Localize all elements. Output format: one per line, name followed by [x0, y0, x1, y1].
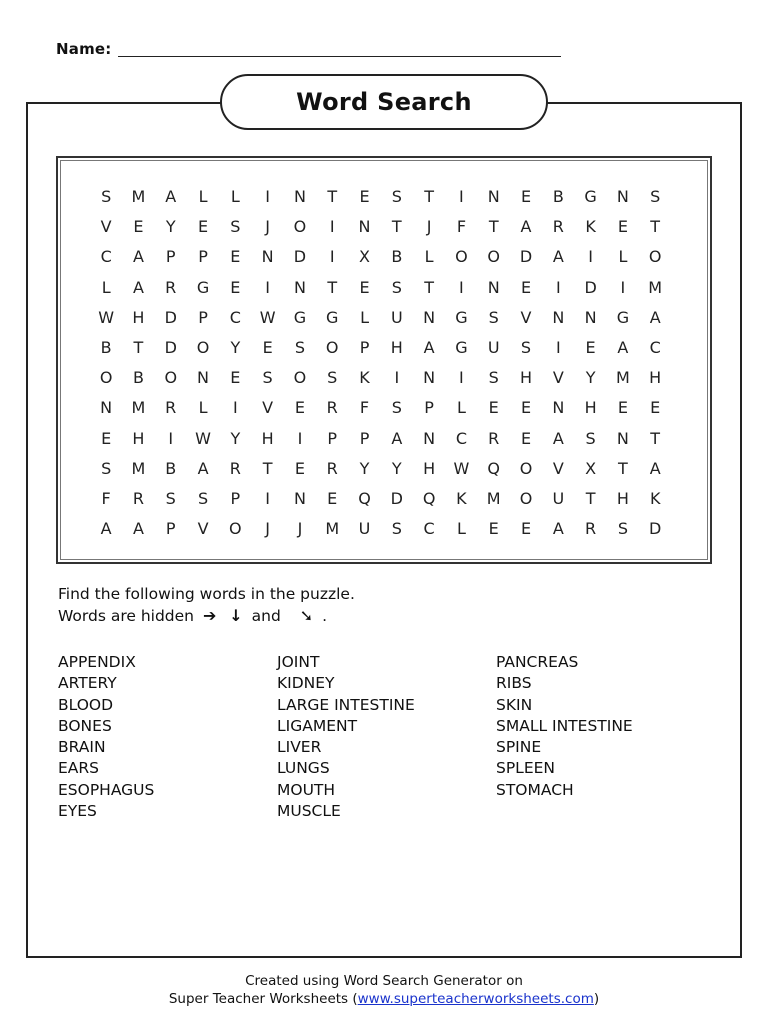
word-item: LUNGS: [277, 759, 330, 778]
grid-letter[interactable]: W: [98, 307, 115, 327]
grid-letter[interactable]: E: [262, 337, 273, 357]
grid-letter[interactable]: S: [262, 368, 273, 388]
grid-letter[interactable]: J: [265, 519, 270, 539]
word-item: LIVER: [277, 738, 322, 757]
grid-letter[interactable]: M: [131, 398, 146, 418]
grid-letter[interactable]: R: [585, 519, 597, 539]
grid-letter[interactable]: P: [230, 488, 241, 508]
grid-letter[interactable]: Q: [358, 488, 371, 508]
arrow-right-icon: ➔: [202, 606, 217, 625]
grid-letter[interactable]: M: [486, 488, 501, 508]
grid-letter[interactable]: U: [390, 307, 403, 327]
grid-letter[interactable]: H: [132, 307, 145, 327]
instructions-line-2: [58, 605, 355, 627]
word-item: SMALL INTESTINE: [496, 716, 633, 735]
grid-letter[interactable]: S: [101, 187, 112, 206]
word-column: [58, 652, 277, 822]
grid-letter[interactable]: E: [197, 217, 209, 237]
word-item: MUSCLE: [277, 802, 341, 821]
grid-letter[interactable]: H: [584, 398, 597, 418]
grid-letter[interactable]: N: [197, 368, 210, 388]
grid-letter[interactable]: A: [391, 428, 403, 448]
grid-letter[interactable]: T: [327, 277, 338, 297]
page-title: Word Search: [296, 88, 472, 116]
grid-letter[interactable]: C: [100, 247, 112, 267]
grid-letter[interactable]: I: [329, 247, 335, 267]
grid-letter[interactable]: S: [327, 368, 338, 388]
grid-letter[interactable]: L: [101, 277, 111, 297]
grid-letter[interactable]: Y: [391, 458, 402, 478]
grid-letter[interactable]: I: [168, 428, 174, 448]
grid-letter[interactable]: O: [519, 458, 533, 478]
grid-letter[interactable]: B: [165, 458, 177, 478]
grid-letter[interactable]: E: [617, 217, 628, 237]
grid-letter[interactable]: V: [552, 368, 564, 388]
grid-letter[interactable]: E: [488, 398, 499, 418]
instructions-prefix: Words are hidden: [58, 607, 195, 625]
grid-letter[interactable]: T: [262, 458, 273, 478]
grid-letter[interactable]: U: [487, 337, 500, 357]
grid-letter[interactable]: T: [650, 217, 661, 237]
word-item: KIDNEY: [277, 674, 335, 693]
grid-letter[interactable]: K: [649, 488, 661, 508]
word-item: SKIN: [496, 695, 533, 714]
grid-letter[interactable]: B: [552, 187, 564, 206]
grid-letter[interactable]: E: [520, 428, 532, 448]
grid-letter[interactable]: V: [100, 217, 112, 237]
grid-letter[interactable]: E: [230, 247, 241, 267]
grid-letter[interactable]: B: [132, 368, 144, 388]
grid-letter[interactable]: I: [588, 247, 593, 267]
grid-letter[interactable]: T: [391, 217, 402, 237]
grid-letter[interactable]: S: [391, 187, 402, 206]
grid-letter[interactable]: T: [618, 458, 628, 478]
word-item: PANCREAS: [496, 653, 579, 671]
name-field: [56, 38, 566, 62]
grid-letter[interactable]: R: [132, 488, 144, 508]
letter-grid: [90, 184, 671, 546]
grid-letter[interactable]: P: [198, 247, 208, 267]
grid-letter[interactable]: S: [617, 519, 628, 539]
instructions-period: .: [322, 607, 328, 625]
grid-letter[interactable]: R: [229, 458, 241, 478]
grid-letter[interactable]: O: [325, 337, 339, 357]
grid-letter[interactable]: N: [293, 277, 306, 297]
grid-letter[interactable]: D: [293, 247, 307, 267]
grid-letter[interactable]: U: [552, 488, 565, 508]
grid-letter[interactable]: G: [196, 277, 210, 297]
grid-letter[interactable]: N: [423, 428, 436, 448]
grid-letter[interactable]: A: [132, 519, 144, 539]
grid-letter[interactable]: R: [488, 428, 500, 448]
grid-letter[interactable]: D: [649, 519, 662, 539]
grid-letter[interactable]: R: [165, 277, 177, 297]
grid-letter[interactable]: S: [488, 307, 499, 327]
grid-letter[interactable]: R: [326, 398, 338, 418]
grid-letter[interactable]: Y: [585, 368, 596, 388]
grid-letter[interactable]: I: [394, 368, 400, 388]
grid-letter[interactable]: O: [519, 488, 533, 508]
grid-letter[interactable]: M: [615, 368, 630, 388]
grid-letter[interactable]: A: [649, 307, 661, 327]
grid-letter[interactable]: N: [358, 217, 371, 237]
word-item: SPINE: [496, 738, 542, 757]
word-item: STOMACH: [496, 780, 574, 799]
word-column: [277, 652, 496, 822]
grid-letter[interactable]: V: [262, 398, 274, 418]
word-item: BLOOD: [58, 695, 114, 714]
grid-letter[interactable]: T: [424, 187, 434, 206]
grid-letter[interactable]: E: [101, 428, 112, 448]
word-item: JOINT: [277, 653, 320, 671]
grid-letter[interactable]: N: [261, 247, 274, 267]
instructions: [58, 584, 355, 627]
grid-letter[interactable]: J: [265, 217, 270, 237]
footer-prefix: Super Teacher Worksheets (: [168, 991, 358, 1007]
grid-letter[interactable]: T: [585, 488, 596, 508]
name-underline[interactable]: [118, 56, 561, 57]
grid-letter[interactable]: A: [552, 247, 564, 267]
grid-letter[interactable]: I: [459, 368, 464, 388]
grid-letter[interactable]: H: [616, 488, 629, 508]
grid-letter[interactable]: J: [297, 519, 303, 539]
word-item: SPLEEN: [496, 759, 556, 778]
grid-letter[interactable]: F: [359, 398, 370, 418]
grid-letter[interactable]: N: [552, 398, 565, 418]
grid-letter[interactable]: O: [487, 247, 500, 267]
grid-letter[interactable]: C: [423, 519, 435, 539]
grid-letter[interactable]: H: [519, 368, 533, 388]
grid-letter[interactable]: R: [326, 458, 338, 478]
grid-letter[interactable]: J: [426, 217, 432, 237]
grid-letter[interactable]: I: [297, 428, 303, 448]
grid-letter[interactable]: G: [455, 307, 468, 327]
grid-letter[interactable]: S: [585, 428, 596, 448]
grid-letter[interactable]: T: [488, 217, 499, 237]
grid-letter[interactable]: A: [520, 217, 532, 237]
grid-letter[interactable]: O: [648, 247, 662, 267]
grid-letter[interactable]: Y: [230, 428, 241, 448]
grid-letter[interactable]: S: [294, 337, 305, 357]
grid-letter[interactable]: E: [359, 187, 370, 206]
grid-letter[interactable]: N: [423, 368, 436, 388]
grid-letter[interactable]: T: [327, 187, 338, 206]
grid-letter[interactable]: E: [294, 458, 305, 478]
grid-letter[interactable]: H: [261, 428, 274, 448]
grid-letter[interactable]: K: [585, 217, 596, 237]
grid-letter[interactable]: I: [459, 187, 464, 206]
grid-letter[interactable]: K: [456, 488, 467, 508]
grid-letter[interactable]: L: [456, 398, 466, 418]
grid-letter[interactable]: C: [229, 307, 241, 327]
grid-letter[interactable]: D: [519, 247, 533, 267]
grid-letter[interactable]: O: [293, 368, 307, 388]
grid-letter[interactable]: W: [195, 428, 211, 448]
grid-letter[interactable]: Y: [359, 458, 370, 478]
grid-letter[interactable]: E: [520, 519, 532, 539]
grid-letter[interactable]: E: [520, 398, 532, 418]
grid-letter[interactable]: E: [294, 398, 305, 418]
word-item: LIGAMENT: [277, 716, 358, 735]
grid-letter[interactable]: L: [198, 398, 208, 418]
grid-letter[interactable]: I: [620, 277, 626, 297]
grid-letter[interactable]: H: [390, 337, 403, 357]
grid-letter[interactable]: P: [165, 247, 176, 267]
grid-letter[interactable]: B: [391, 247, 403, 267]
grid-letter[interactable]: D: [584, 277, 597, 297]
grid-letter[interactable]: P: [198, 307, 208, 327]
grid-letter[interactable]: D: [164, 307, 177, 327]
grid-letter[interactable]: O: [293, 217, 307, 237]
grid-letter[interactable]: N: [487, 277, 500, 297]
grid-letter[interactable]: S: [391, 277, 402, 297]
grid-letter[interactable]: A: [649, 458, 661, 478]
grid-letter[interactable]: A: [100, 519, 112, 539]
grid-letter[interactable]: T: [133, 337, 144, 357]
grid-letter[interactable]: C: [649, 337, 661, 357]
grid-letter[interactable]: N: [423, 307, 436, 327]
title-banner: [220, 74, 548, 130]
grid-letter[interactable]: O: [164, 368, 178, 388]
arrow-down-icon: ↓: [229, 606, 243, 625]
footer-suffix: ): [593, 991, 600, 1007]
footer-line-1: Created using Word Search Generator on: [245, 973, 523, 989]
grid-letter[interactable]: I: [555, 277, 561, 297]
grid-letter[interactable]: D: [390, 488, 403, 508]
grid-letter[interactable]: E: [520, 277, 532, 297]
grid-letter[interactable]: Y: [165, 217, 176, 237]
word-item: EYES: [58, 802, 97, 821]
grid-letter[interactable]: S: [488, 368, 499, 388]
grid-letter[interactable]: O: [196, 337, 210, 357]
footer: [0, 972, 768, 1008]
grid-letter[interactable]: A: [132, 247, 144, 267]
grid-letter[interactable]: O: [99, 368, 113, 388]
grid-letter[interactable]: A: [197, 458, 209, 478]
grid-letter[interactable]: A: [617, 337, 629, 357]
grid-letter[interactable]: L: [618, 247, 628, 267]
grid-letter[interactable]: L: [424, 247, 434, 267]
grid-letter[interactable]: W: [453, 458, 470, 478]
grid-letter[interactable]: S: [101, 458, 112, 478]
grid-letter[interactable]: O: [455, 247, 468, 267]
name-label: Name:: [56, 40, 112, 58]
grid-letter[interactable]: L: [456, 519, 466, 539]
grid-letter[interactable]: F: [456, 217, 467, 237]
arrow-diagonal-icon: ➘: [299, 606, 314, 625]
grid-letter[interactable]: C: [455, 428, 467, 448]
grid-letter[interactable]: A: [423, 337, 435, 357]
grid-letter[interactable]: T: [650, 428, 661, 448]
grid-letter[interactable]: A: [165, 187, 177, 206]
grid-letter[interactable]: L: [198, 187, 208, 206]
grid-letter[interactable]: S: [165, 488, 176, 508]
grid-letter[interactable]: I: [329, 217, 335, 237]
grid-letter[interactable]: E: [230, 368, 241, 388]
grid-letter[interactable]: I: [265, 187, 270, 206]
instructions-line-1: Find the following words in the puzzle.: [58, 585, 355, 603]
grid-letter[interactable]: A: [552, 428, 564, 448]
word-item: LARGE INTESTINE: [277, 695, 415, 714]
grid-letter[interactable]: G: [616, 307, 630, 327]
grid-letter[interactable]: I: [265, 488, 270, 508]
grid-letter[interactable]: L: [230, 187, 240, 206]
grid-letter[interactable]: E: [617, 398, 628, 418]
grid-letter[interactable]: P: [359, 337, 370, 357]
grid-letter[interactable]: S: [650, 187, 661, 206]
word-item: BONES: [58, 716, 112, 735]
grid-letter[interactable]: O: [229, 519, 242, 539]
grid-letter[interactable]: M: [325, 519, 340, 539]
grid-letter[interactable]: D: [164, 337, 177, 357]
grid-letter[interactable]: N: [552, 307, 565, 327]
grid-letter[interactable]: Q: [422, 488, 436, 508]
grid-letter[interactable]: G: [293, 307, 307, 327]
grid-letter[interactable]: A: [132, 277, 144, 297]
grid-letter[interactable]: S: [520, 337, 532, 357]
footer-link[interactable]: www.superteacherworksheets.com: [357, 991, 594, 1007]
grid-letter[interactable]: K: [359, 368, 370, 388]
grid-letter[interactable]: T: [424, 277, 434, 297]
grid-letter[interactable]: N: [616, 187, 629, 206]
grid-letter[interactable]: G: [584, 187, 597, 206]
grid-letter[interactable]: X: [359, 247, 370, 267]
word-item: MOUTH: [277, 780, 336, 799]
grid-letter[interactable]: N: [616, 428, 629, 448]
grid-letter[interactable]: A: [552, 519, 564, 539]
grid-letter[interactable]: E: [359, 277, 370, 297]
grid-letter[interactable]: S: [391, 398, 402, 418]
grid-letter[interactable]: N: [100, 398, 113, 418]
word-item: APPENDIX: [58, 653, 136, 671]
word-column: [496, 652, 718, 822]
grid-letter[interactable]: X: [585, 458, 597, 478]
grid-letter[interactable]: M: [131, 458, 146, 478]
grid-letter[interactable]: W: [259, 307, 276, 327]
grid-letter[interactable]: E: [133, 217, 144, 237]
grid-letter[interactable]: N: [487, 187, 500, 206]
grid-letter[interactable]: P: [359, 428, 370, 448]
word-item: ESOPHAGUS: [58, 780, 155, 799]
instructions-and: and: [251, 607, 281, 625]
grid-letter[interactable]: N: [293, 488, 306, 508]
grid-letter[interactable]: Q: [487, 458, 500, 478]
grid-letter[interactable]: P: [424, 398, 434, 418]
word-item: BRAIN: [58, 738, 106, 757]
grid-letter[interactable]: N: [293, 187, 306, 206]
grid-letter[interactable]: L: [360, 307, 369, 327]
grid-letter[interactable]: G: [326, 307, 339, 327]
grid-letter[interactable]: B: [100, 337, 112, 357]
grid-letter[interactable]: H: [132, 428, 145, 448]
word-item: EARS: [58, 759, 100, 778]
grid-letter[interactable]: E: [520, 187, 532, 206]
grid-letter[interactable]: S: [391, 519, 402, 539]
grid-letter[interactable]: U: [358, 519, 371, 539]
grid-letter[interactable]: I: [232, 398, 238, 418]
grid-letter[interactable]: H: [649, 368, 662, 388]
grid-letter[interactable]: E: [585, 337, 596, 357]
footer-line-2: [0, 990, 768, 1008]
word-list: [58, 652, 718, 822]
grid-letter[interactable]: I: [459, 277, 464, 297]
grid-letter[interactable]: M: [648, 277, 663, 297]
grid-letter[interactable]: E: [650, 398, 661, 418]
grid-letter[interactable]: M: [131, 187, 146, 206]
grid-letter[interactable]: H: [423, 458, 436, 478]
grid-letter[interactable]: R: [552, 217, 564, 237]
grid-letter[interactable]: P: [165, 519, 176, 539]
grid-letter[interactable]: V: [197, 519, 209, 539]
grid-letter[interactable]: E: [230, 277, 241, 297]
grid-letter[interactable]: G: [455, 337, 468, 357]
grid-letter[interactable]: E: [327, 488, 338, 508]
grid-letter[interactable]: V: [552, 458, 564, 478]
grid-letter[interactable]: E: [488, 519, 499, 539]
word-item: ARTERY: [58, 674, 117, 693]
grid-letter[interactable]: F: [101, 488, 111, 508]
grid-letter[interactable]: Y: [230, 337, 241, 357]
grid-letter[interactable]: S: [230, 217, 241, 237]
grid-letter[interactable]: S: [197, 488, 209, 508]
grid-letter[interactable]: P: [327, 428, 338, 448]
grid-letter[interactable]: V: [520, 307, 532, 327]
grid-letter[interactable]: N: [584, 307, 597, 327]
grid-letter[interactable]: I: [265, 277, 270, 297]
grid-letter[interactable]: R: [165, 398, 177, 418]
grid-letter[interactable]: I: [555, 337, 561, 357]
word-item: RIBS: [496, 674, 532, 693]
